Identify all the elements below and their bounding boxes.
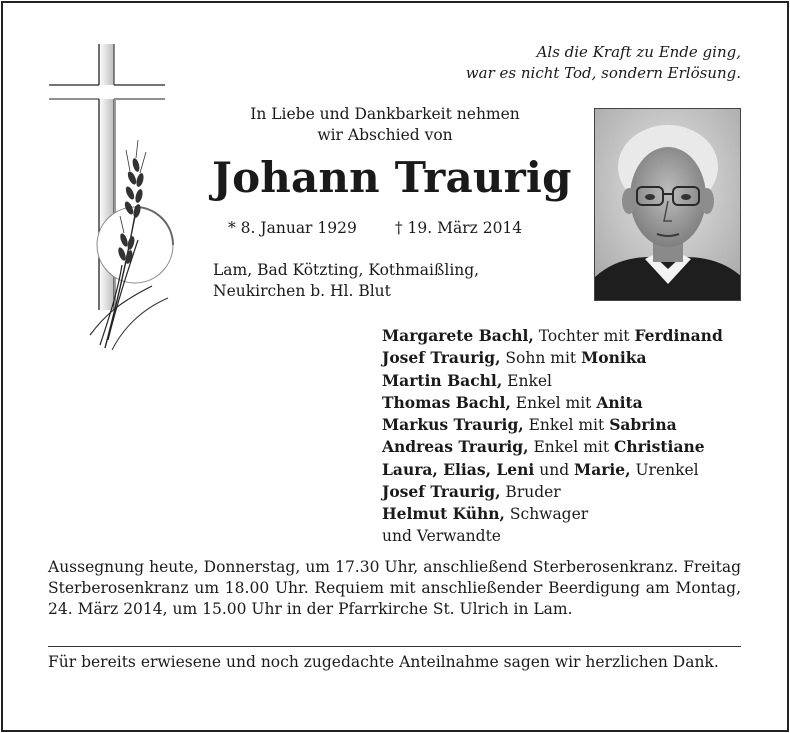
mourner-relation: Enkel mit [510,393,597,412]
mourner-name: Ferdinand [634,326,723,345]
mourner-relation: Schwager [504,505,589,524]
places-line-2: Neukirchen b. Hl. Blut [213,282,391,300]
mourner-name: Marie, [574,459,631,479]
mourner-relation: Enkel mit [528,438,615,457]
quote-line-1: Als die Kraft zu Ende ging, [536,43,741,61]
mourner-name: Helmut Kühn, [382,504,505,524]
mourner-name: Martin Bachl, [382,370,503,390]
places-line-1: Lam, Bad Kötzting, Kothmaißling, [213,261,480,279]
mourner-name: Markus Traurig, [382,415,524,435]
intro-line-1: In Liebe und Dankbarkeit nehmen [250,105,520,123]
mourners-list [382,325,723,547]
mourner-name: Andreas Traurig, [382,437,529,457]
thanks-text: Für bereits erwiesene und noch zugedachte Anteilnahme sagen wir herzlichen Dank. [48,653,719,671]
mourner-line [382,392,723,414]
quote-line-2: war es nicht Tod, sondern Erlösung. [465,64,741,82]
mourner-relation: und Verwandte [382,526,501,545]
mourner-line [382,370,723,392]
divider [48,646,741,647]
funeral-details: Aussegnung heute, Donnerstag, um 17.30 Uhr, anschließend Sterberosenkranz. Freitag Sterberosenkranz um 18.00 Uhr. Requiem mit anschließender Beerdigung am Montag, 24. März 2014, um 15.00 Uhr in der Pfarrkirche St. Ulrich in Lam. [48,558,741,618]
mourner-name: Josef Traurig, [382,348,501,368]
mourner-relation: und [534,460,575,479]
mourner-line [382,325,723,347]
mourner-relation: Tochter mit [533,327,635,345]
intro-line-2: wir Abschied von [317,126,453,144]
mourner-name: Thomas Bachl, [382,392,511,412]
mourner-relation: Enkel mit [523,416,610,435]
mourner-name: Margarete Bachl, [382,326,534,345]
mourner-line [382,414,723,436]
places [213,260,479,302]
cross-with-wheat-icon [40,40,190,360]
mourner-name: Laura, Elias, Leni [382,459,535,479]
portrait-illustration [595,109,741,301]
epigraph-quote [400,42,741,84]
death-date: † 19. März 2014 [394,219,523,237]
mourner-name: Anita [596,392,643,412]
mourner-name: Monika [581,348,647,368]
deceased-name: Johann Traurig [212,153,572,202]
mourner-relation: Bruder [500,483,561,502]
portrait-photo [594,108,741,301]
intro-text [200,104,570,146]
mourner-line [382,481,723,503]
mourner-name: Josef Traurig, [382,482,501,502]
mourner-relation: Urenkel [630,460,699,479]
birth-date: * 8. Januar 1929 [228,219,357,237]
mourner-line [382,503,723,525]
mourner-relation: Enkel [502,371,552,390]
mourner-relation: Sohn mit [500,349,582,368]
life-dates [228,218,522,238]
mourner-name: Christiane [614,437,705,457]
mourner-line [382,459,723,481]
mourner-name: Sabrina [609,415,677,435]
mourner-line [382,436,723,458]
mourner-line [382,347,723,369]
mourner-line [382,526,723,547]
